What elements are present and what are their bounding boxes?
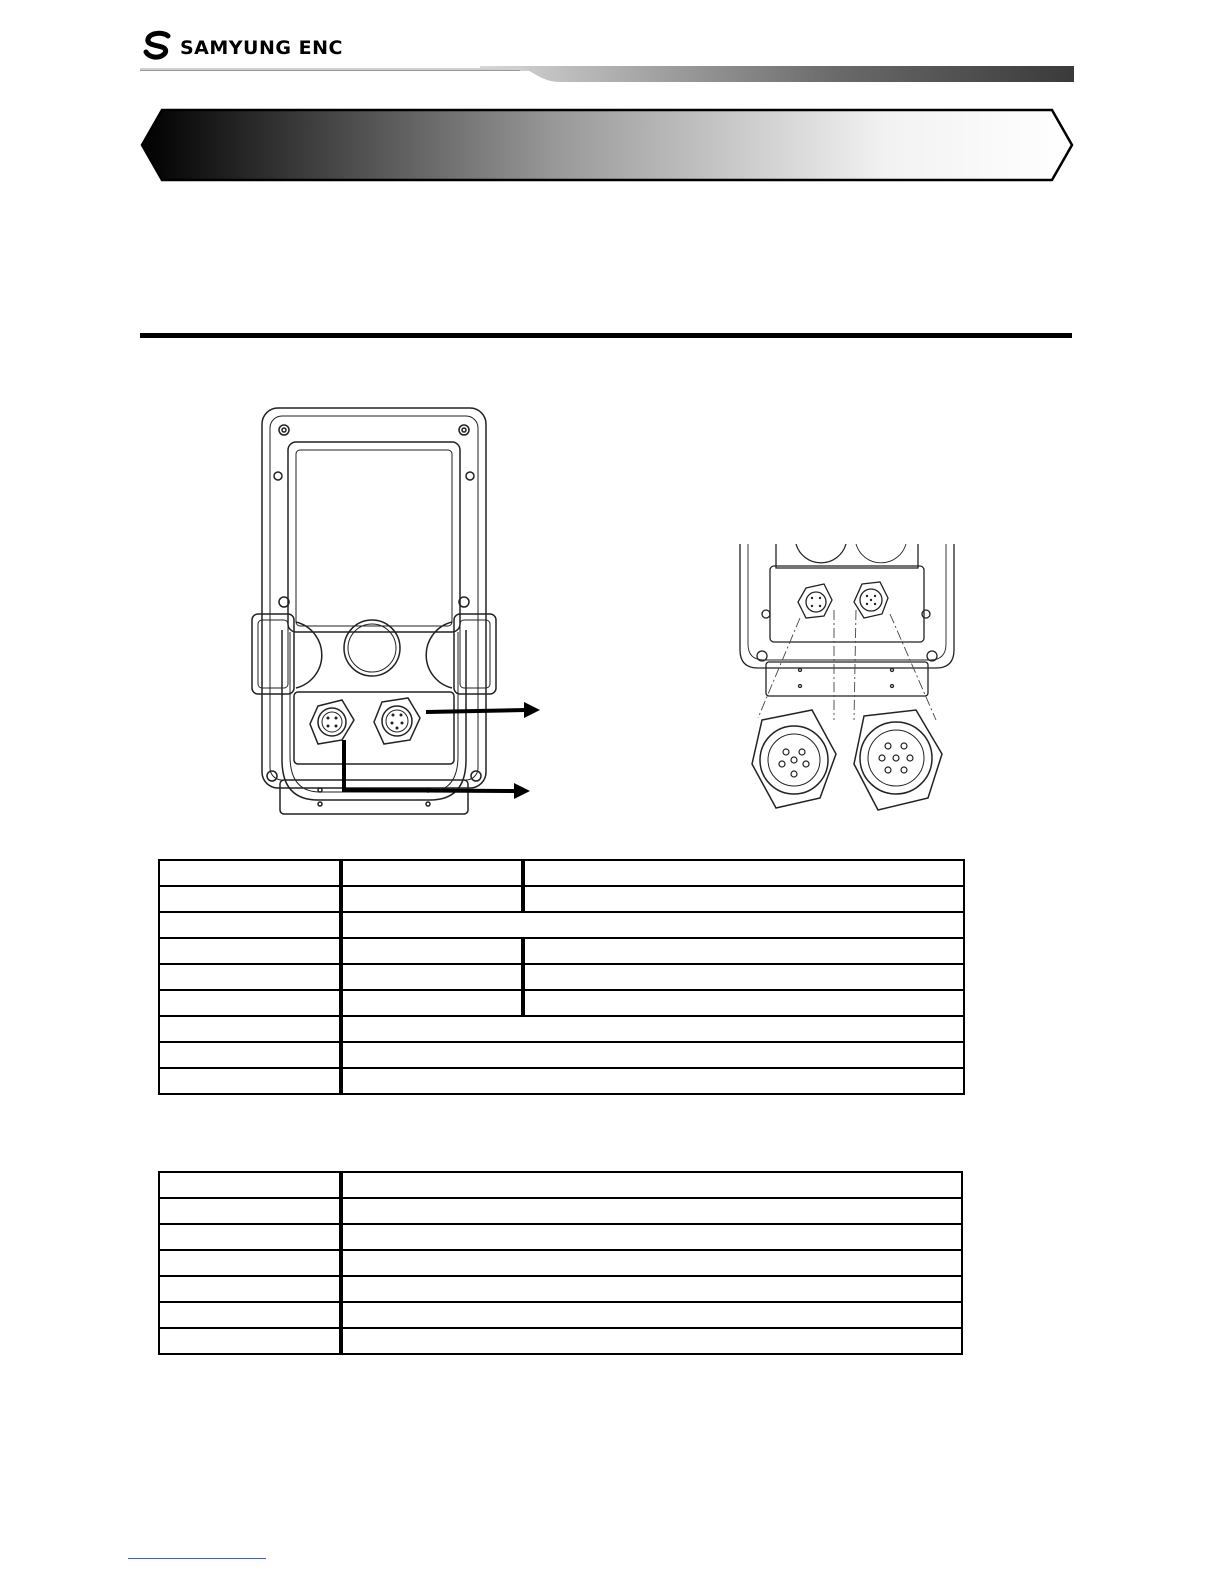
table-row [159,1224,962,1250]
section-divider [140,333,1072,338]
specification-table-b [158,1171,963,1355]
table-row [159,860,964,886]
samyung-logo-icon [142,30,176,62]
table-row [159,1250,962,1276]
table-row [159,1328,962,1354]
section-title-banner [140,108,1074,182]
logo-text: SAMYUNG ENC [180,37,343,59]
table-row [159,938,964,964]
header-rule [140,64,1074,86]
connector-detail-drawing [736,540,958,815]
specification-table-a [158,859,965,1095]
table-row [159,1198,962,1224]
table-row [159,1068,964,1094]
device-rear-view-drawing [248,400,548,820]
table-row [159,886,964,912]
table-row [159,990,964,1016]
company-logo [142,30,343,62]
footer-link-underline [128,1558,266,1559]
table-row [159,1172,962,1198]
table-row [159,1016,964,1042]
table-row [159,1042,964,1068]
table-row [159,912,964,938]
table-row [159,1276,962,1302]
table-row [159,964,964,990]
table-row [159,1302,962,1328]
